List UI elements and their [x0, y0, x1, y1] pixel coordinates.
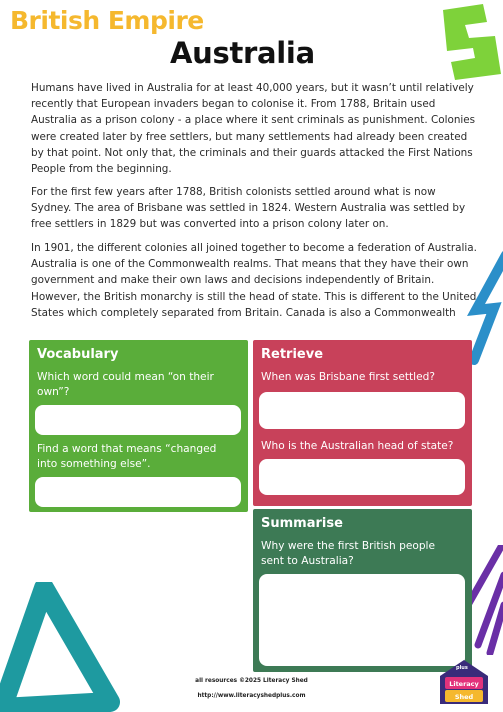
series-title: British Empire: [10, 6, 204, 35]
paragraph-2: For the first few years after 1788, British colonists settled around what is now Sydney. The area of Brisbane was settled in 1824. Western Australia was settled by free settlers in 1829 but was converted into a prison colony later on.: [31, 186, 466, 231]
summarise-heading: Summarise: [261, 516, 343, 531]
retrieve-question-2: Who is the Australian head of state?: [261, 440, 454, 452]
retrieve-question-1: When was Brisbane first settled?: [261, 371, 435, 383]
logo-sub-text: plus: [456, 665, 468, 671]
summarise-box: [253, 509, 472, 672]
paragraph-3: In 1901, the different colonies all joined together to become a federation of Australia. Australia is one of the Commonwealth realms. That means that they have their own government and make their own laws and decisions independently of Britain. However, the British monarchy is still the head of state. This is different to the United States which completely separated from Britain. Canada is also a Commonwealth: [31, 242, 477, 319]
retrieve-answer-1[interactable]: [259, 392, 465, 429]
summarise-answer-1[interactable]: [259, 574, 465, 666]
page-title: Australia: [170, 36, 315, 70]
vocabulary-heading: Vocabulary: [37, 347, 119, 362]
logo-text: Literacy Shed: [449, 680, 479, 701]
retrieve-heading: Retrieve: [261, 347, 324, 362]
vocabulary-question-2: Find a word that means “changed into something else”.: [37, 443, 217, 470]
paragraph-1: Humans have lived in Australia for at least 40,000 years, but it wasn’t until relatively recently that European invaders began to colonise it. From 1788, Britain used Australia as a prison colony - a place where it sent criminals as punishment. Colonies were created later by free settlers, but many settlements had already been created by that point. Not only that, the criminals and their guards attacked the First Nations People from the beginning.: [31, 82, 476, 176]
footer-url[interactable]: http://www.literacyshedplus.com: [197, 693, 306, 699]
vocabulary-question-1: Which word could mean “on their own”?: [37, 371, 214, 398]
footer-credit: all resources ©2025 Literacy Shed: [195, 678, 308, 684]
retrieve-box: [253, 340, 472, 506]
vocabulary-answer-1[interactable]: [35, 405, 241, 435]
vocabulary-answer-2[interactable]: [35, 477, 241, 507]
green-s-decoration: [425, 2, 503, 82]
summarise-question-1: Why were the first British people sent to Australia?: [261, 540, 436, 567]
retrieve-answer-2[interactable]: [259, 459, 465, 495]
vocabulary-box: [29, 340, 248, 512]
